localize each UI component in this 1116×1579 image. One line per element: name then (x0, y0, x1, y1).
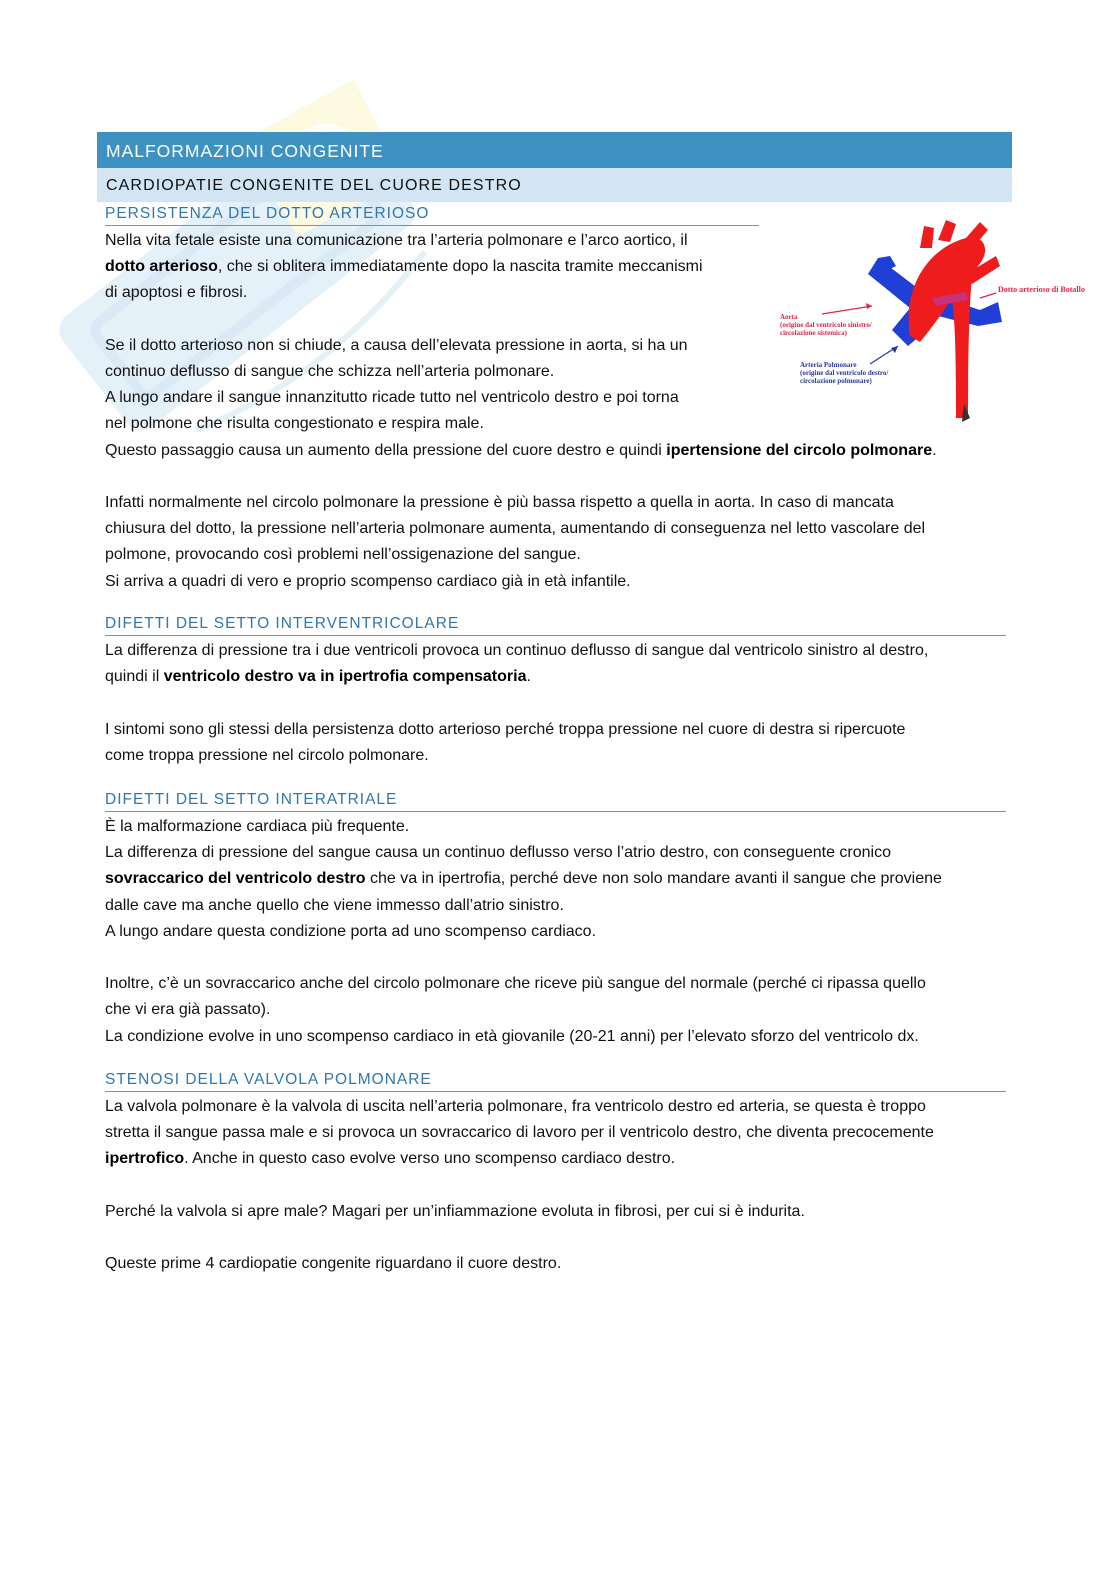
text-run: Nella vita fetale esiste una comunicazione tra l’arteria polmonare e l’arco aortico, il (105, 232, 688, 249)
text-line (105, 971, 942, 997)
text-run: che va in ipertrofia, perché deve non solo mandare avanti il sangue che proviene (365, 870, 942, 888)
text-line (105, 866, 942, 892)
section-body-stenosi-valvola (105, 1094, 934, 1277)
text-run: La valvola polmonare è la valvola di uscita nell’arteria polmonare, fra ventricolo destro ed arteria, se questa è troppo (105, 1098, 926, 1115)
text-line (105, 1199, 934, 1225)
text-run: Infatti normalmente nel circolo polmonare la pressione è più bassa rispetto a quella in aorta. In caso di mancata (105, 494, 894, 512)
label-pulmonary-2: (origine dal ventricolo destro/ (800, 369, 889, 377)
text-line (105, 1120, 934, 1146)
main-heading: MALFORMAZIONI CONGENITE (97, 132, 1012, 168)
text-run: A lungo andare questa condizione porta ad uno scompenso cardiaco. (105, 922, 597, 940)
text-line (105, 690, 928, 716)
text-line (105, 490, 937, 516)
text-run: di apoptosi e fibrosi. (105, 284, 248, 302)
text-run: , che si oblitera immediatamente dopo la nascita tramite meccanismi (217, 258, 703, 276)
label-pulmonary-1: Arteria Polmonare (800, 361, 857, 369)
section-heading-stenosi-valvola: STENOSI DELLA VALVOLA POLMONARE (105, 1069, 1006, 1092)
bold-text-run: sovraccarico del ventricolo destro (105, 870, 366, 888)
text-line (105, 569, 937, 595)
text-line (105, 516, 937, 542)
text-line (105, 542, 937, 568)
text-line (105, 814, 942, 840)
text-run: . (932, 441, 937, 459)
text-line (105, 743, 928, 769)
text-line (105, 919, 942, 945)
section-body-setto-interventricolare (105, 638, 928, 769)
text-run: Si arriva a quadri di vero e proprio scompenso cardiaco già in età infantile. (105, 572, 631, 590)
section-heading-setto-interatriale: DIFETTI DEL SETTO INTERATRIALE (105, 789, 1006, 812)
text-line (105, 1024, 942, 1050)
text-line (105, 1251, 934, 1277)
text-line (105, 438, 937, 464)
text-run: A lungo andare il sangue innanzitutto ricade tutto nel ventricolo destro e poi torna (105, 389, 679, 407)
label-pulmonary-3: circolazione polmonare) (800, 377, 872, 385)
label-botallo: Dotto arterioso di Botallo (998, 285, 1085, 294)
text-line (105, 1225, 934, 1251)
label-aorta-2: (origine dal ventricolo sinistro/ (780, 321, 872, 329)
text-run: Se il dotto arterioso non si chiude, a causa dell’elevata pressione in aorta, si ha un (105, 336, 688, 354)
text-run: . (526, 668, 531, 686)
text-run: È la malformazione cardiaca più frequente. (105, 818, 410, 835)
text-line (105, 945, 942, 971)
text-line (105, 840, 942, 866)
text-run: che vi era già passato). (105, 1001, 271, 1019)
section-body-setto-interatriale (105, 814, 942, 1050)
bold-text-run: ipertensione del circolo polmonare (666, 441, 933, 459)
label-aorta-3: circolazione sistemica) (780, 329, 847, 337)
text-line (105, 997, 942, 1023)
bold-text-run: ipertrofico (105, 1150, 185, 1168)
text-line (105, 717, 928, 743)
text-run: chiusura del dotto, la pressione nell’arteria polmonare aumenta, aumentando di conseguenza nel letto vascolare del (105, 520, 926, 538)
text-run: Inoltre, c’è un sovraccarico anche del circolo polmonare che riceve più sangue del normale (perché ci ripassa quello (105, 975, 926, 993)
text-line (105, 464, 937, 490)
text-line (105, 638, 928, 664)
section-heading-setto-interventricolare: DIFETTI DEL SETTO INTERVENTRICOLARE (105, 613, 1006, 636)
text-line (105, 1146, 934, 1172)
sub-heading: CARDIOPATIE CONGENITE DEL CUORE DESTRO (97, 168, 1012, 202)
text-run: polmone, provocando così problemi nell’ossigenazione del sangue. (105, 546, 581, 564)
text-line (105, 664, 928, 690)
bold-text-run: dotto arterioso (105, 258, 218, 276)
text-run: stretta il sangue passa male e si provoca un sovraccarico di lavoro per il ventricolo destro, che diventa precocemente (105, 1124, 934, 1142)
text-run: La condizione evolve in uno scompenso cardiaco in età giovanile (20-21 anni) per l’elevato sforzo del ventricolo dx. (105, 1027, 919, 1045)
text-run: I sintomi sono gli stessi della persistenza dotto arterioso perché troppa pressione nel cuore di destra si ripercuote (105, 720, 906, 738)
text-line (105, 1173, 934, 1199)
section-heading-dotto-arterioso: PERSISTENZA DEL DOTTO ARTERIOSO (105, 203, 759, 226)
text-run: . Anche in questo caso evolve verso uno scompenso cardiaco destro. (184, 1150, 676, 1168)
text-run: La differenza di pressione del sangue causa un continuo deflusso verso l’atrio destro, con conseguente cronico (105, 844, 891, 862)
text-run: dalle cave ma anche quello che viene immesso dall’atrio sinistro. (105, 896, 564, 914)
text-run: Questo passaggio causa un aumento della pressione del cuore destro e quindi (105, 441, 667, 459)
text-run: La differenza di pressione tra i due ventricoli provoca un continuo deflusso di sangue dal ventricolo sinistro al destro, (105, 642, 929, 659)
bold-text-run: ventricolo destro va in ipertrofia compensatoria (163, 668, 527, 686)
label-aorta-1: Aorta (780, 313, 798, 321)
text-run: Perché la valvola si apre male? Magari per un’infiammazione evoluta in fibrosi, per cui si è indurita. (105, 1202, 805, 1220)
text-run: Queste prime 4 cardiopatie congenite riguardano il cuore destro. (105, 1255, 562, 1273)
text-run: continuo deflusso di sangue che schizza nell’arteria polmonare. (105, 363, 555, 381)
ductus-arteriosus-figure (770, 218, 1110, 426)
text-run: nel polmone che risulta congestionato e respira male. (105, 415, 484, 433)
text-run: quindi il (105, 668, 164, 686)
text-run: come troppa pressione nel circolo polmonare. (105, 746, 429, 764)
text-line (105, 1094, 934, 1120)
text-line (105, 893, 942, 919)
